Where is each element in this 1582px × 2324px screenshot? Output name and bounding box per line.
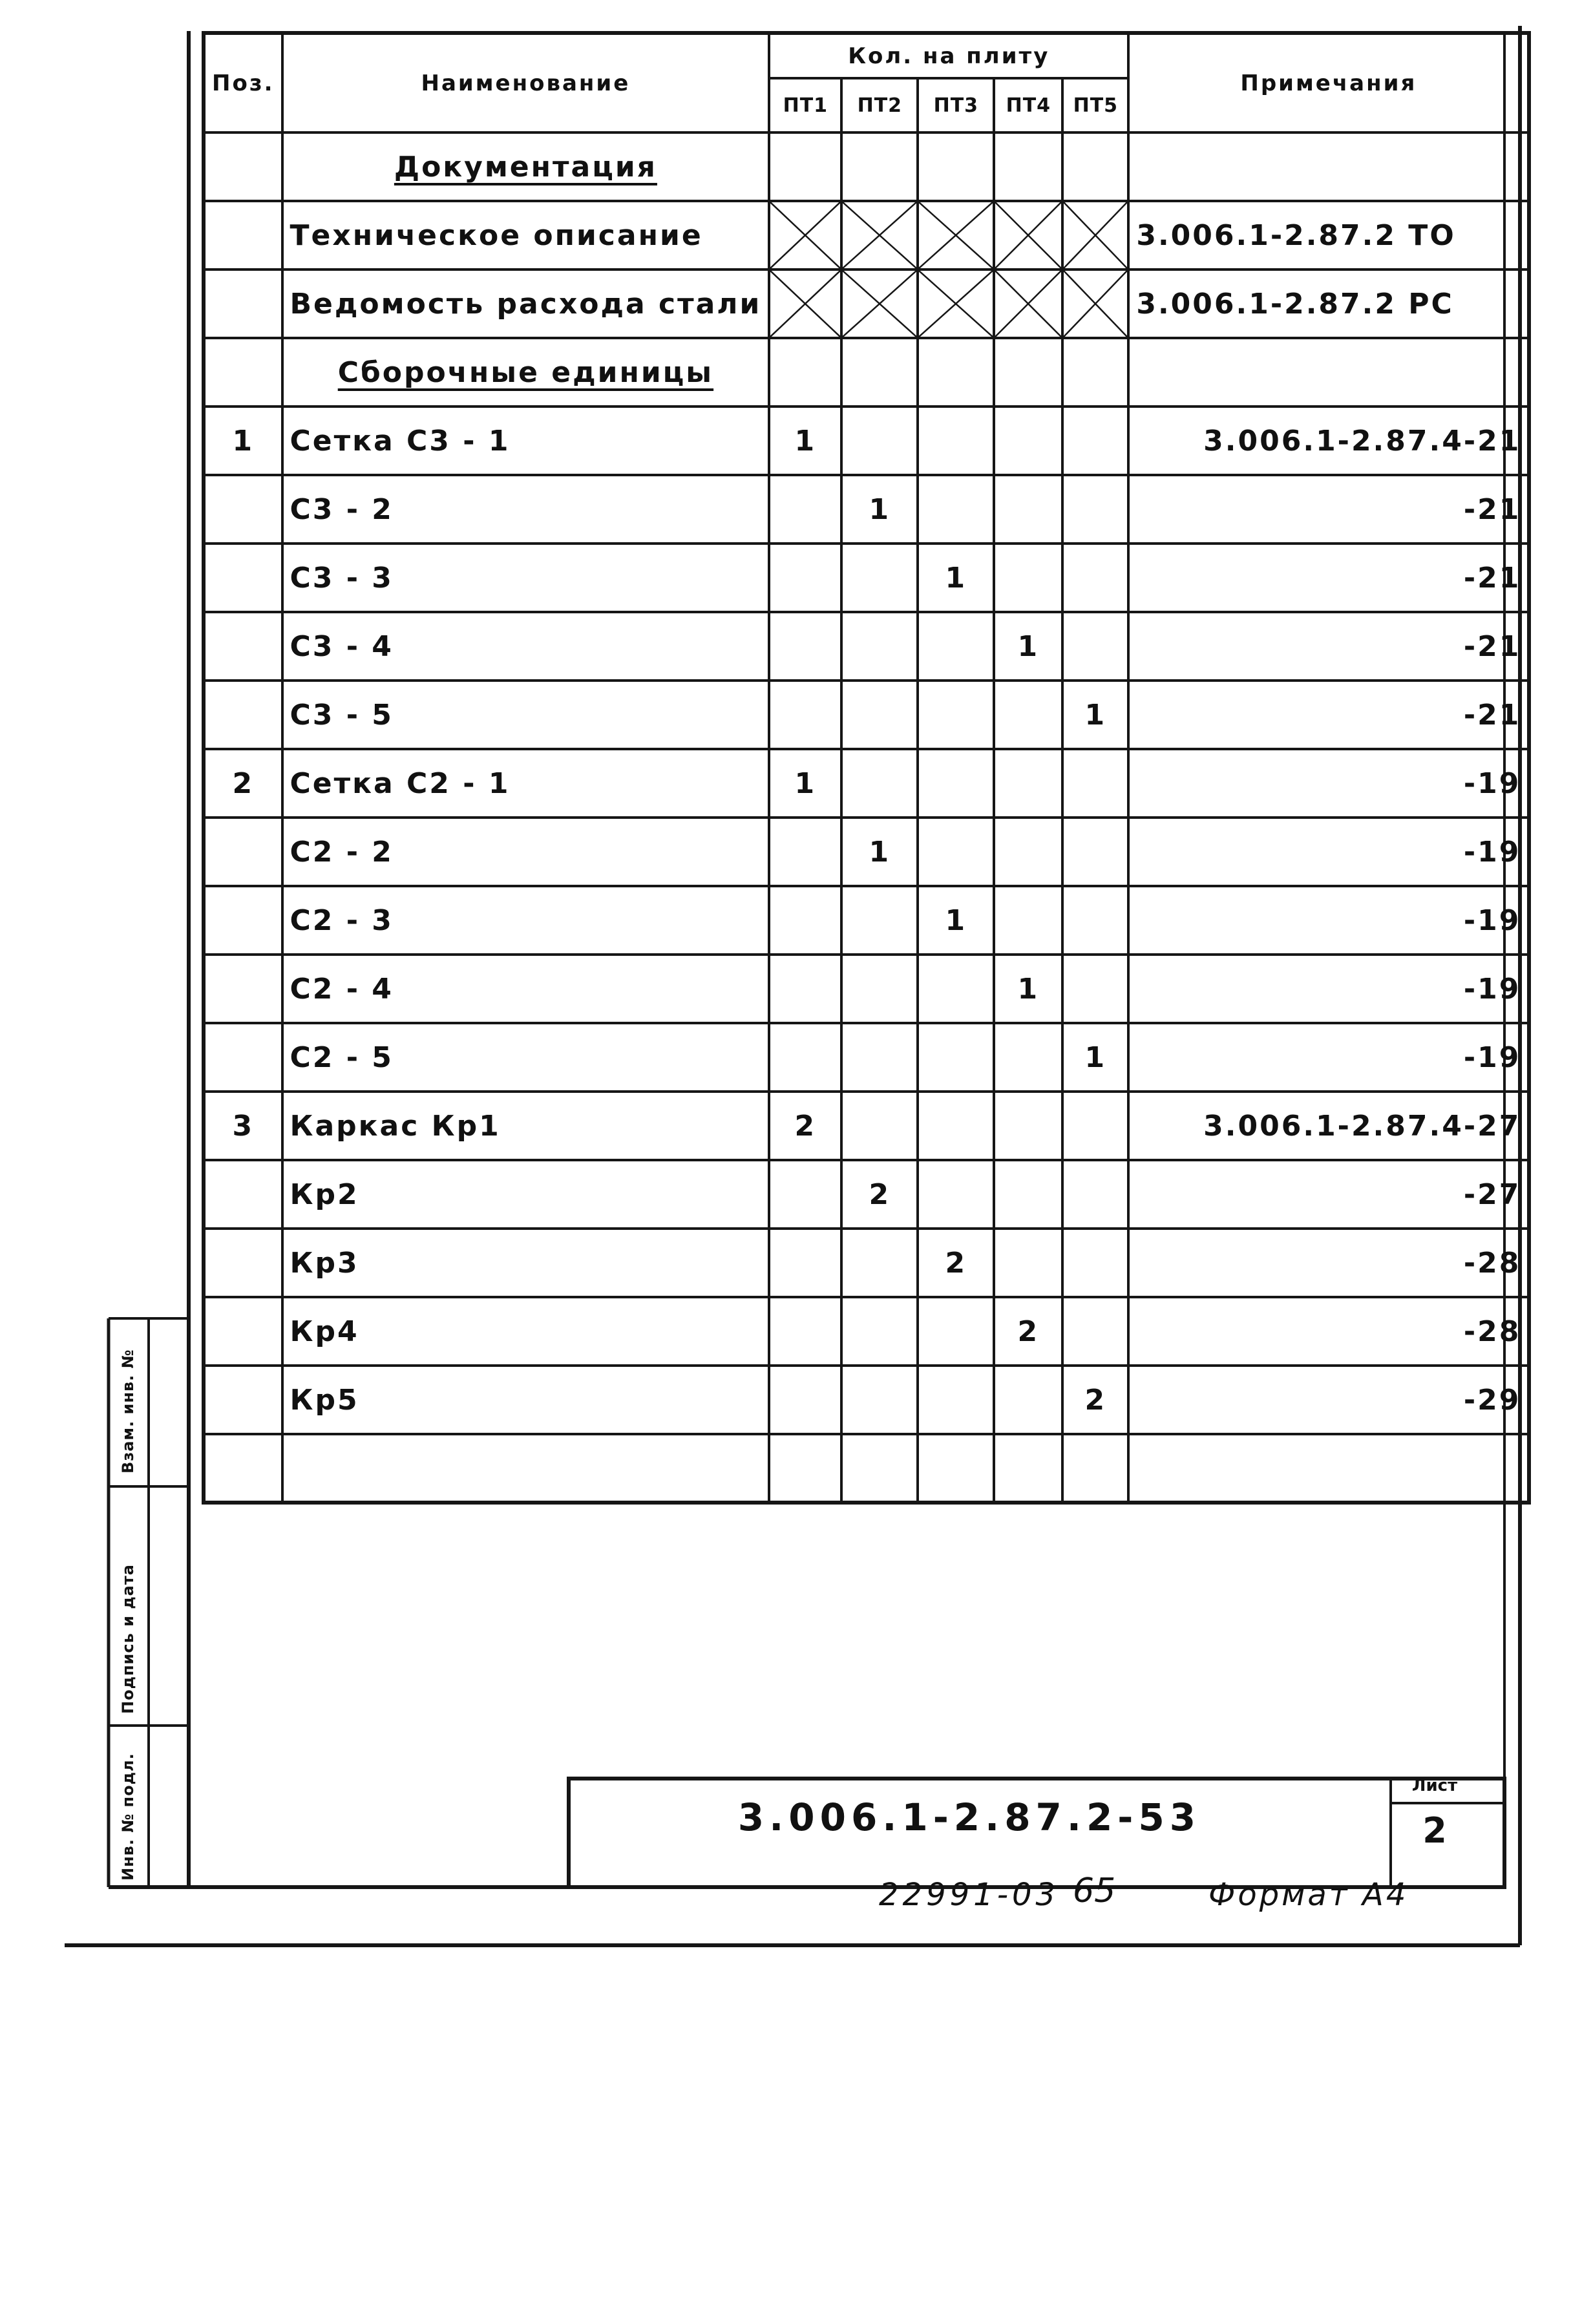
cell-pos (204, 1229, 282, 1297)
cell-qty (1062, 1434, 1128, 1503)
cell-qty (841, 1023, 918, 1092)
cell-qty (1062, 475, 1128, 544)
cell-note: -28 (1128, 1297, 1529, 1366)
header-qty-col: ПТ5 (1062, 78, 1128, 132)
cell-qty (841, 544, 918, 612)
header-notes: Примечания (1128, 33, 1529, 132)
cell-qty (918, 1092, 994, 1160)
table-row (204, 201, 1529, 269)
cross-mark-icon (919, 202, 993, 268)
cell-pos: 3 (204, 1092, 282, 1160)
cell-qty (1062, 1160, 1128, 1229)
footer-format: Формат А4 (1208, 1877, 1409, 1913)
cell-name: С3 - 2 (282, 475, 770, 544)
cell-qty (918, 338, 994, 407)
header-qty-col: ПТ2 (841, 78, 918, 132)
cell-qty (1062, 886, 1128, 955)
cross-mark-icon (1064, 271, 1127, 337)
cell-qty (1062, 1229, 1128, 1297)
table-body (204, 132, 1529, 1503)
cell-qty-crossed (769, 269, 841, 338)
cell-qty (769, 818, 841, 886)
cell-qty (769, 1297, 841, 1366)
cell-qty (769, 1366, 841, 1434)
cell-pos (204, 955, 282, 1023)
cell-pos (204, 1023, 282, 1092)
cell-name: Кр2 (282, 1160, 770, 1229)
table-row (204, 269, 1529, 338)
header-qty-col: ПТ4 (994, 78, 1062, 132)
cell-qty (1062, 407, 1128, 475)
cell-name: С3 - 3 (282, 544, 770, 612)
specification-table (202, 31, 1531, 1505)
cell-qty-crossed (1062, 201, 1128, 269)
cell-note: -21 (1128, 681, 1529, 749)
stamp-sheet-label: Лист (1411, 1776, 1458, 1795)
table-row (204, 1023, 1529, 1092)
cell-name: Кр3 (282, 1229, 770, 1297)
cell-qty: 1 (769, 749, 841, 818)
cross-mark-icon (770, 202, 840, 268)
table-row (204, 132, 1529, 201)
table-row (204, 612, 1529, 681)
cell-note: -21 (1128, 612, 1529, 681)
cell-qty (918, 132, 994, 201)
cell-qty (994, 475, 1062, 544)
cell-qty-crossed (1062, 269, 1128, 338)
cell-qty: 2 (918, 1229, 994, 1297)
cell-pos: 2 (204, 749, 282, 818)
cell-qty (841, 1297, 918, 1366)
cell-pos (204, 201, 282, 269)
cell-qty (1062, 1092, 1128, 1160)
cell-qty (918, 818, 994, 886)
cell-note: 3.006.1-2.87.2 ТО (1128, 201, 1529, 269)
cell-pos: 1 (204, 407, 282, 475)
cell-name: Техническое описание (282, 201, 770, 269)
cell-pos (204, 132, 282, 201)
cell-qty (918, 681, 994, 749)
section-heading: Документация (282, 132, 770, 201)
cell-qty (841, 407, 918, 475)
cell-note (1128, 338, 1529, 407)
cell-qty (769, 1434, 841, 1503)
cell-qty: 1 (841, 818, 918, 886)
cell-qty (994, 1434, 1062, 1503)
cell-note: -19 (1128, 886, 1529, 955)
cell-qty (994, 1366, 1062, 1434)
cell-note: -21 (1128, 475, 1529, 544)
cell-qty (1062, 749, 1128, 818)
cell-qty (1062, 612, 1128, 681)
cell-qty-crossed (918, 201, 994, 269)
cell-qty-crossed (841, 201, 918, 269)
cell-note: 3.006.1-2.87.4-27 (1128, 1092, 1529, 1160)
cell-qty-crossed (841, 269, 918, 338)
cell-pos (204, 818, 282, 886)
cell-qty (918, 1434, 994, 1503)
cell-qty: 2 (769, 1092, 841, 1160)
table-row (204, 338, 1529, 407)
header-qty-col: ПТ1 (769, 78, 841, 132)
cell-qty-crossed (994, 269, 1062, 338)
table-row (204, 1229, 1529, 1297)
table-row (204, 955, 1529, 1023)
table-row (204, 407, 1529, 475)
cell-note: -28 (1128, 1229, 1529, 1297)
cell-note: -21 (1128, 544, 1529, 612)
cell-qty (918, 749, 994, 818)
cell-note: 3.006.1-2.87.2 РС (1128, 269, 1529, 338)
cell-qty (769, 1160, 841, 1229)
cell-qty (769, 681, 841, 749)
cell-pos (204, 475, 282, 544)
header-name: Наименование (282, 33, 770, 132)
cell-qty: 1 (1062, 681, 1128, 749)
cell-qty (918, 407, 994, 475)
cell-pos (204, 544, 282, 612)
cell-name: С2 - 3 (282, 886, 770, 955)
stamp-sheet-number: 2 (1422, 1810, 1447, 1851)
header-pos: Поз. (204, 33, 282, 132)
side-label-inv-orig: Инв. № подл. (119, 1753, 137, 1881)
cell-qty (994, 886, 1062, 955)
cell-qty (994, 818, 1062, 886)
cell-qty: 1 (841, 475, 918, 544)
header-qty-col: ПТ3 (918, 78, 994, 132)
side-label-replaced-inv: Взам. инв. № (119, 1349, 137, 1474)
cell-qty (994, 1023, 1062, 1092)
section-heading: Сборочные единицы (282, 338, 770, 407)
cell-qty: 1 (1062, 1023, 1128, 1092)
cell-qty (1062, 818, 1128, 886)
cell-pos (204, 1160, 282, 1229)
cell-qty (841, 1366, 918, 1434)
cell-qty (1062, 132, 1128, 201)
cell-name: Каркас Кр1 (282, 1092, 770, 1160)
cell-qty (841, 1434, 918, 1503)
stamp-doc-number: 3.006.1-2.87.2-53 (737, 1795, 1201, 1839)
table-row (204, 1160, 1529, 1229)
cell-qty (769, 886, 841, 955)
cell-qty (841, 955, 918, 1023)
cell-qty (918, 1023, 994, 1092)
cell-qty (994, 407, 1062, 475)
cell-pos (204, 1434, 282, 1503)
cell-note: -27 (1128, 1160, 1529, 1229)
table-row (204, 1434, 1529, 1503)
cell-qty (841, 338, 918, 407)
cell-qty: 2 (1062, 1366, 1128, 1434)
cell-qty (769, 338, 841, 407)
cell-note: -19 (1128, 749, 1529, 818)
cell-qty (918, 1366, 994, 1434)
cell-pos (204, 612, 282, 681)
table-row (204, 475, 1529, 544)
cell-qty (769, 955, 841, 1023)
cell-name (282, 1434, 770, 1503)
table-row (204, 1092, 1529, 1160)
cell-name: С2 - 5 (282, 1023, 770, 1092)
cell-name: Кр4 (282, 1297, 770, 1366)
cell-note: -29 (1128, 1366, 1529, 1434)
cell-qty (841, 1092, 918, 1160)
cell-qty (841, 132, 918, 201)
cross-mark-icon (995, 202, 1061, 268)
cell-qty (1062, 338, 1128, 407)
cell-qty (994, 749, 1062, 818)
footer-code: 22991-03 (879, 1877, 1060, 1913)
cross-mark-icon (1064, 202, 1127, 268)
cell-qty (769, 475, 841, 544)
cell-qty (994, 338, 1062, 407)
cell-pos (204, 338, 282, 407)
footer-page: 65 (1073, 1872, 1116, 1910)
cell-qty (994, 681, 1062, 749)
cell-pos (204, 1297, 282, 1366)
cell-note: -19 (1128, 955, 1529, 1023)
cell-qty (918, 955, 994, 1023)
table-row (204, 1297, 1529, 1366)
cell-qty (918, 612, 994, 681)
cross-mark-icon (843, 202, 916, 268)
cell-qty (918, 1160, 994, 1229)
cell-qty (994, 1160, 1062, 1229)
cell-qty (841, 681, 918, 749)
cell-qty (841, 749, 918, 818)
table-row (204, 818, 1529, 886)
cell-qty (1062, 1297, 1128, 1366)
cell-qty: 1 (769, 407, 841, 475)
cell-qty: 1 (994, 955, 1062, 1023)
cell-qty (1062, 544, 1128, 612)
cross-mark-icon (995, 271, 1061, 337)
cell-qty: 1 (918, 544, 994, 612)
cell-pos (204, 681, 282, 749)
table-row (204, 544, 1529, 612)
cell-qty (918, 1297, 994, 1366)
cell-name: Ведомость расхода стали (282, 269, 770, 338)
cell-qty (769, 1229, 841, 1297)
table-row (204, 1366, 1529, 1434)
cell-qty (994, 544, 1062, 612)
cell-qty (769, 612, 841, 681)
cross-mark-icon (919, 271, 993, 337)
cell-qty (841, 612, 918, 681)
cell-qty (769, 544, 841, 612)
cross-mark-icon (843, 271, 916, 337)
cell-qty (1062, 955, 1128, 1023)
table-row (204, 886, 1529, 955)
cell-qty (769, 1023, 841, 1092)
table-row (204, 681, 1529, 749)
cell-name: Сетка С3 - 1 (282, 407, 770, 475)
cell-qty: 1 (994, 612, 1062, 681)
cross-mark-icon (770, 271, 840, 337)
cell-qty-crossed (769, 201, 841, 269)
cell-name: Сетка С2 - 1 (282, 749, 770, 818)
cell-qty (994, 1092, 1062, 1160)
cell-qty (994, 132, 1062, 201)
cell-qty: 2 (994, 1297, 1062, 1366)
cell-note (1128, 132, 1529, 201)
cell-note: 3.006.1-2.87.4-21 (1128, 407, 1529, 475)
cell-name: С2 - 4 (282, 955, 770, 1023)
cell-name: С3 - 4 (282, 612, 770, 681)
cell-name: С2 - 2 (282, 818, 770, 886)
cell-pos (204, 886, 282, 955)
cell-note (1128, 1434, 1529, 1503)
cell-name: С3 - 5 (282, 681, 770, 749)
cell-qty-crossed (918, 269, 994, 338)
cell-pos (204, 1366, 282, 1434)
cell-qty: 2 (841, 1160, 918, 1229)
cell-qty: 1 (918, 886, 994, 955)
side-label-signature-date: Подпись и дата (119, 1564, 137, 1714)
cell-qty (841, 886, 918, 955)
cell-qty (994, 1229, 1062, 1297)
cell-pos (204, 269, 282, 338)
cell-qty (918, 475, 994, 544)
cell-qty (769, 132, 841, 201)
cell-note: -19 (1128, 1023, 1529, 1092)
cell-name: Кр5 (282, 1366, 770, 1434)
header-qty-group: Кол. на плиту (769, 33, 1128, 78)
cell-note: -19 (1128, 818, 1529, 886)
cell-qty-crossed (994, 201, 1062, 269)
cell-qty (841, 1229, 918, 1297)
table-row (204, 749, 1529, 818)
